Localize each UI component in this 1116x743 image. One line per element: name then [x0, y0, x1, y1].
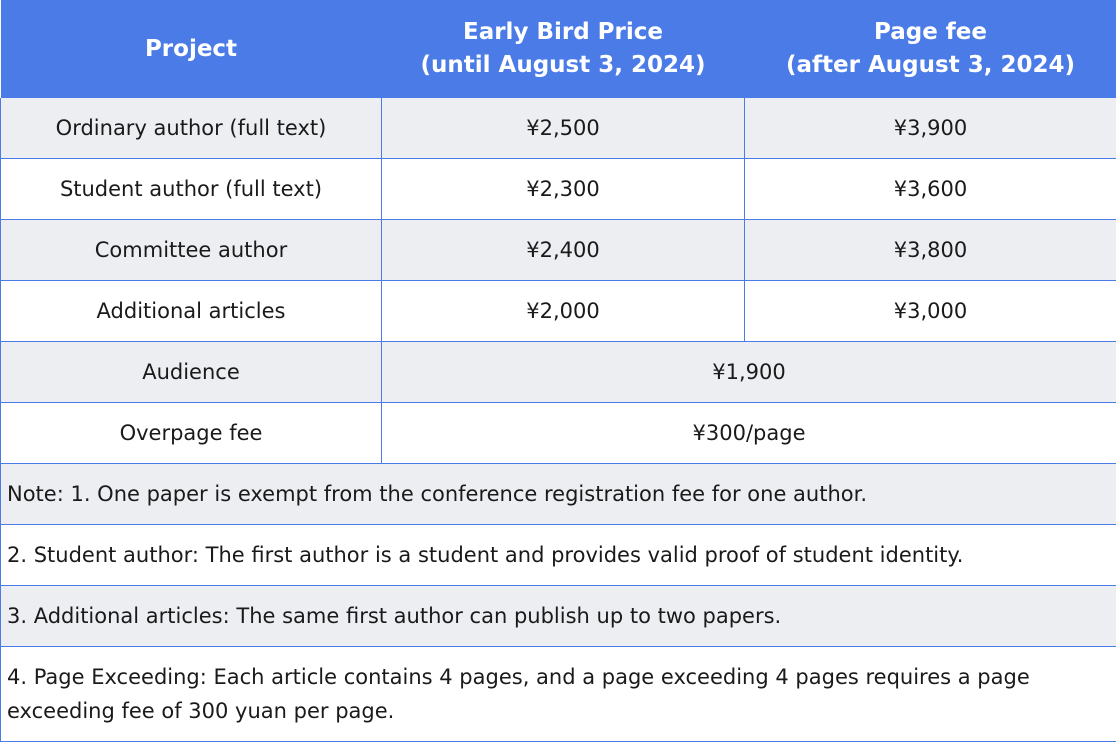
header-early-bird-title: Early Bird Price [462, 19, 663, 45]
header-page-fee-date: (after August 3, 2024) [786, 52, 1075, 78]
late-price-cell: ¥3,800 [745, 220, 1116, 281]
project-cell: Committee author [1, 220, 382, 281]
late-price-cell: ¥3,000 [745, 281, 1116, 342]
note-text: 2. Student author: The first author is a student and provides valid proof of student identity. [1, 525, 1116, 586]
table-row [1, 220, 1116, 281]
header-early-bird-date: (until August 3, 2024) [420, 52, 706, 78]
table-row [1, 98, 1116, 159]
note-row [1, 586, 1116, 647]
header-project-label: Project [144, 35, 238, 62]
early-price-cell: ¥2,400 [382, 220, 745, 281]
header-row [1, 0, 1116, 98]
header-page-fee [745, 0, 1116, 98]
note-row [1, 464, 1116, 525]
note-text: 3. Additional articles: The same first author can publish up to two papers. [1, 586, 1116, 647]
project-cell: Student author (full text) [1, 159, 382, 220]
table-row-merged [1, 403, 1116, 464]
header-early-bird [382, 0, 745, 98]
project-cell: Overpage fee [1, 403, 382, 464]
header-project [1, 0, 382, 98]
note-text: 4. Page Exceeding: Each article contains 4 pages, and a page exceeding 4 pages requires a page exceeding fee of 300 yuan per page. [1, 647, 1116, 742]
merged-price-cell: ¥1,900 [382, 342, 1116, 403]
note-row [1, 525, 1116, 586]
early-price-cell: ¥2,000 [382, 281, 745, 342]
late-price-cell: ¥3,900 [745, 98, 1116, 159]
project-cell: Additional articles [1, 281, 382, 342]
project-cell: Ordinary author (full text) [1, 98, 382, 159]
early-price-cell: ¥2,300 [382, 159, 745, 220]
table-row [1, 281, 1116, 342]
note-row [1, 647, 1116, 742]
late-price-cell: ¥3,600 [745, 159, 1116, 220]
table-row-merged [1, 342, 1116, 403]
table-row [1, 159, 1116, 220]
note-text: Note: 1. One paper is exempt from the conference registration fee for one author. [1, 464, 1116, 525]
early-price-cell: ¥2,500 [382, 98, 745, 159]
merged-price-cell: ¥300/page [382, 403, 1116, 464]
project-cell: Audience [1, 342, 382, 403]
header-page-fee-title: Page fee [873, 19, 988, 45]
